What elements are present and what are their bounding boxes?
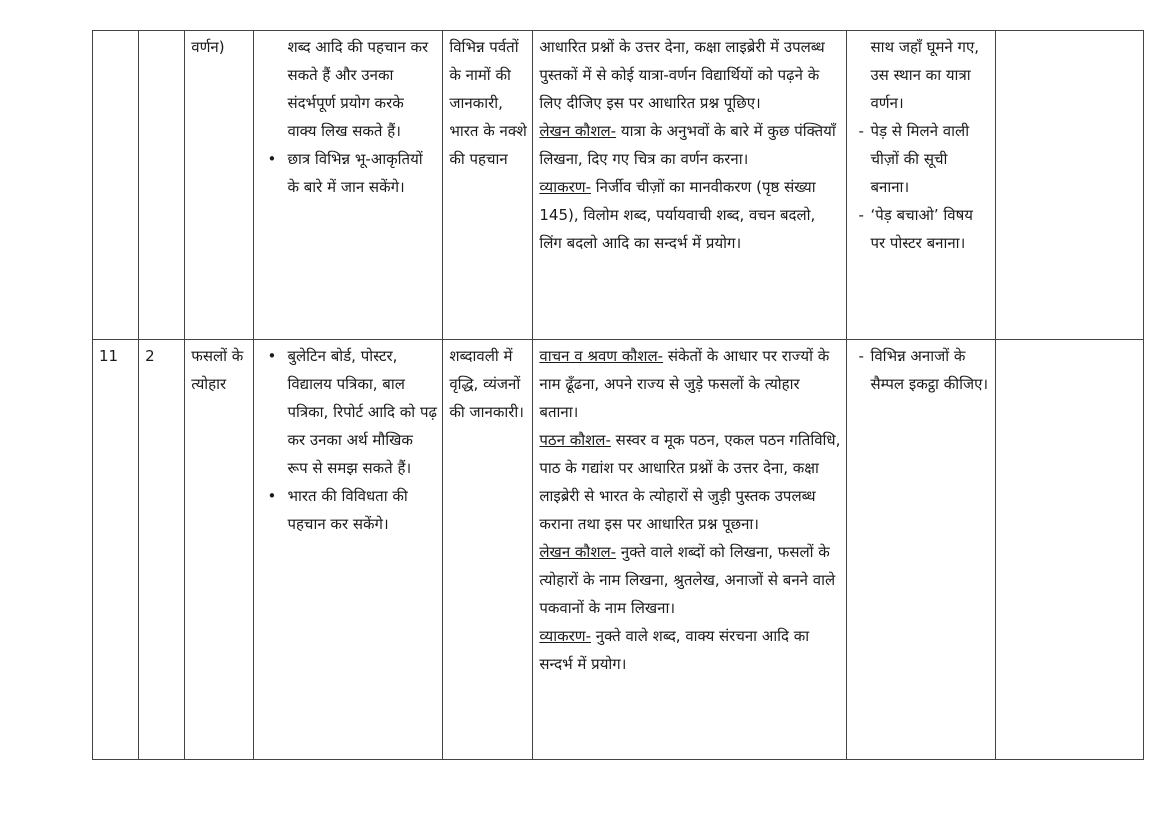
activity-text: सस्वर व मूक पठन, एकल पठन गतिविधि, पाठ के गद्यांश पर आधारित प्रश्नों के उत्तर देना, कक्षा लाइब्रेरी से भारत के त्योहारों से जुड़ी पुस्तक उपलब्ध कराना तथा इस पर आधारित प्रश्न पूछना। [539,431,841,533]
activity-label: वाचन व श्रवण कौशल- [539,347,664,365]
activity-paragraph [539,342,841,426]
activity-paragraph [539,173,841,257]
activity-paragraph [539,33,841,117]
project-text: साथ जहाँ घूमने गए, उस स्थान का यात्रा वर्णन। [870,38,980,112]
lesson-plan-table [92,30,1144,760]
projects-cell [847,340,995,760]
outcome-list [256,145,437,201]
week-cell: 11 [93,340,139,760]
table-row [93,340,1144,760]
project-list [853,117,989,257]
activity-text: यात्रा के अनुभवों के बारे में कुछ पंक्तियाँ लिखना, दिए गए चित्र का वर्णन करना। [539,122,836,168]
outcome-item: • छात्र विभिन्न भू-आकृतियों के बारे में जान सकेंगे। [287,145,437,201]
outcome-item: • बुलेटिन बोर्ड, पोस्टर, विद्यालय पत्रिका, बाल पत्रिका, रिपोर्ट आदि को पढ़ कर उनका अर्थ मौखिक रूप से समझ सकते हैं। [287,342,437,482]
activity-paragraph [539,117,841,173]
activity-text: नुक्ते वाले शब्दों को लिखना, फसलों के त्योहारों के नाम लिखना, श्रुतलेख, अनाजों से बनने वाले पकवानों के नाम लिखना। [539,543,836,617]
lesson-cell: फसलों के त्योहार [185,340,254,760]
activity-text: आधारित प्रश्नों के उत्तर देना, कक्षा लाइब्रेरी में उपलब्ध पुस्तकों में से कोई यात्रा-वर्णन विद्यार्थियों को पढ़ने के लिए दीजिए इस पर आधारित प्रश्न पूछिए। [539,38,825,112]
outcome-text: शब्द आदि की पहचान कर सकते हैं और उनका संदर्भपूर्ण प्रयोग करके वाक्य लिख सकते हैं। [287,38,429,140]
project-item: - पेड़ से मिलने वाली चीज़ों की सूची बनाना। [870,117,989,201]
table-body [93,31,1144,760]
project-list [853,342,989,398]
activities-cell [533,31,847,340]
activity-text: निर्जीव चीज़ों का मानवीकरण (पृष्ठ संख्या 145), विलोम शब्द, पर्यायवाची शब्द, वचन बदलो, लिंग बदलो आदि का सन्दर्भ में प्रयोग। [539,178,816,252]
outcomes-cell [254,340,443,760]
week-cell [93,31,139,340]
count-cell [139,31,185,340]
activity-label: व्याकरण- [539,627,592,645]
outcome-list [256,342,437,538]
content-cell: शब्दावली में वृद्धि, व्यंजनों की जानकारी। [443,340,533,760]
outcome-item: • भारत की विविधता की पहचान कर सकेंगे। [287,482,437,538]
remarks-cell [995,31,1143,340]
content-cell: विभिन्न पर्वतों के नामों की जानकारी, भारत के नक्शे की पहचान [443,31,533,340]
activity-text: संकेतों के आधार पर राज्यों के नाम ढूँढना, अपने राज्य से जुड़े फसलों के त्योहार बताना। [539,347,830,421]
count-cell: 2 [139,340,185,760]
activity-paragraph [539,426,841,538]
project-item: - विभिन्न अनाजों के सैम्पल इकट्ठा कीजिए। [870,342,989,398]
activity-label: लेखन कौशल- [539,543,617,561]
activity-label: पठन कौशल- [539,431,611,449]
remarks-cell [995,340,1143,760]
activity-paragraph [539,622,841,678]
activity-text: नुक्ते वाले शब्द, वाक्य संरचना आदि का सन्दर्भ में प्रयोग। [539,627,810,673]
activity-paragraph [539,538,841,622]
activities-cell [533,340,847,760]
projects-cell [847,31,995,340]
project-item: - ‘पेड़ बचाओ’ विषय पर पोस्टर बनाना। [870,201,989,257]
table-row [93,31,1144,340]
activity-label: लेखन कौशल- [539,122,617,140]
outcomes-cell [254,31,443,340]
activity-label: व्याकरण- [539,178,592,196]
lesson-cell: वर्णन) [185,31,254,340]
